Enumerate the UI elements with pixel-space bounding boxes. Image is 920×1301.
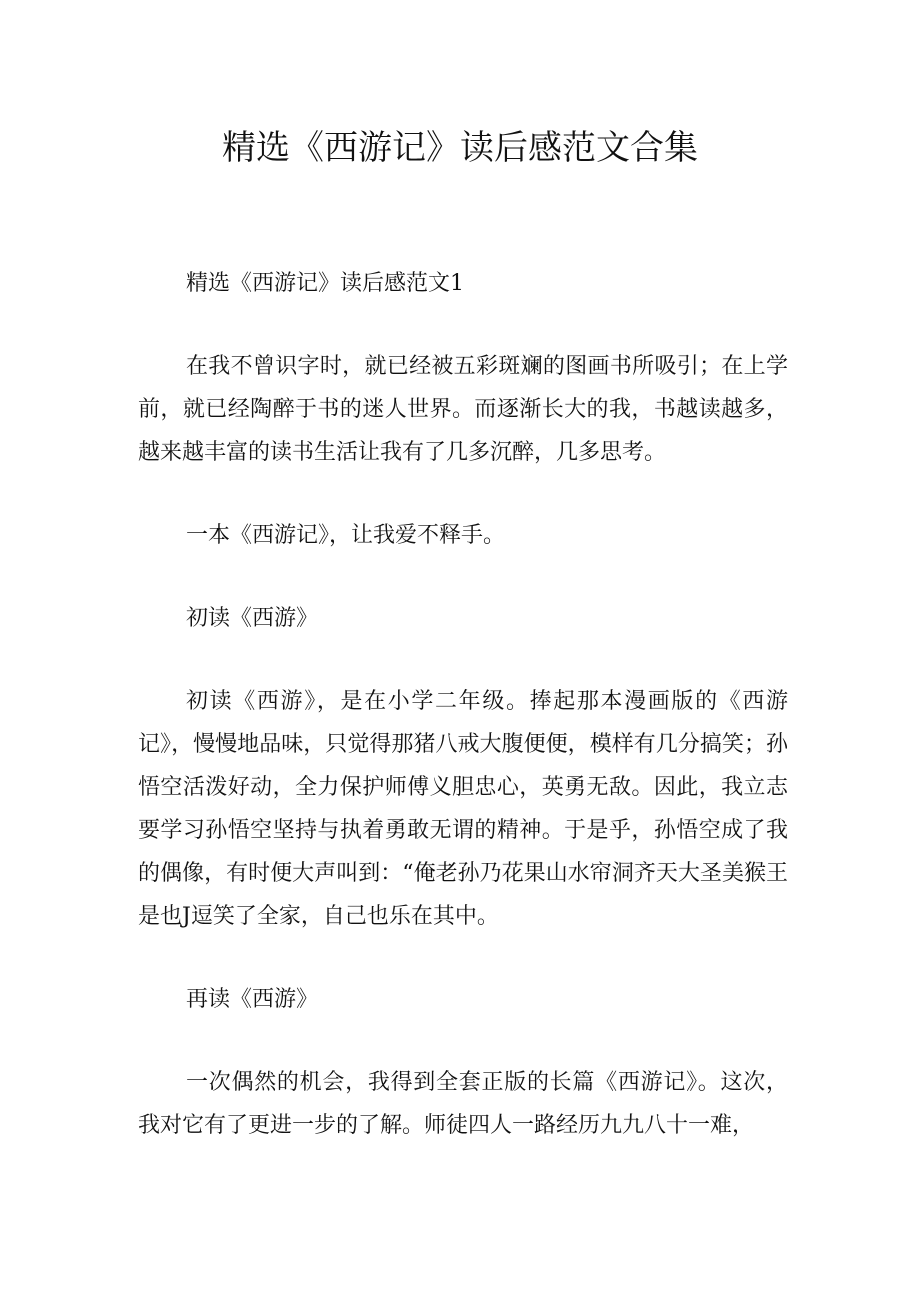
subheading-second-read: 再读《西游》 (186, 987, 319, 1012)
paragraph-second-read: 一次偶然的机会，我得到全套正版的长篇《西游记》。这次，我对它有了更进一步的了解。师徒四人一路经历九九八十一难， (138, 1070, 788, 1138)
document-title: 精选《西游记》读后感范文合集 (222, 128, 698, 168)
paragraph-first-read: 初读《西游》，是在小学二年级。捧起那本漫画版的《西游记》，慢慢地品味，只觉得那猪八戒大腹便便，模样有几分搞笑；孙悟空活泼好动，全力保护师傅义胆忠心，英勇无敌。因此，我立志要学习孙悟空坚持与执着勇敢无谓的精神。于是乎，孙悟空成了我的偶像，有时便大声叫到：“俺老孙乃花果山水帘洞齐天大圣美猴王是也J逗笑了全家，自己也乐在其中。 (138, 689, 788, 929)
essay-heading: 精选《西游记》读后感范文1 (186, 271, 464, 296)
paragraph-intro: 在我不曾识字时，就已经被五彩斑斓的图画书所吸引；在上学前，就已经陶醉于书的迷人世界。而逐渐长大的我，书越读越多，越来越丰富的读书生活让我有了几多沉醉，几多思考。 (138, 354, 788, 465)
paragraph-statement: 一本《西游记》，让我爱不释手。 (186, 523, 506, 548)
document-body (138, 262, 788, 1147)
subheading-first-read: 初读《西游》 (186, 606, 319, 631)
